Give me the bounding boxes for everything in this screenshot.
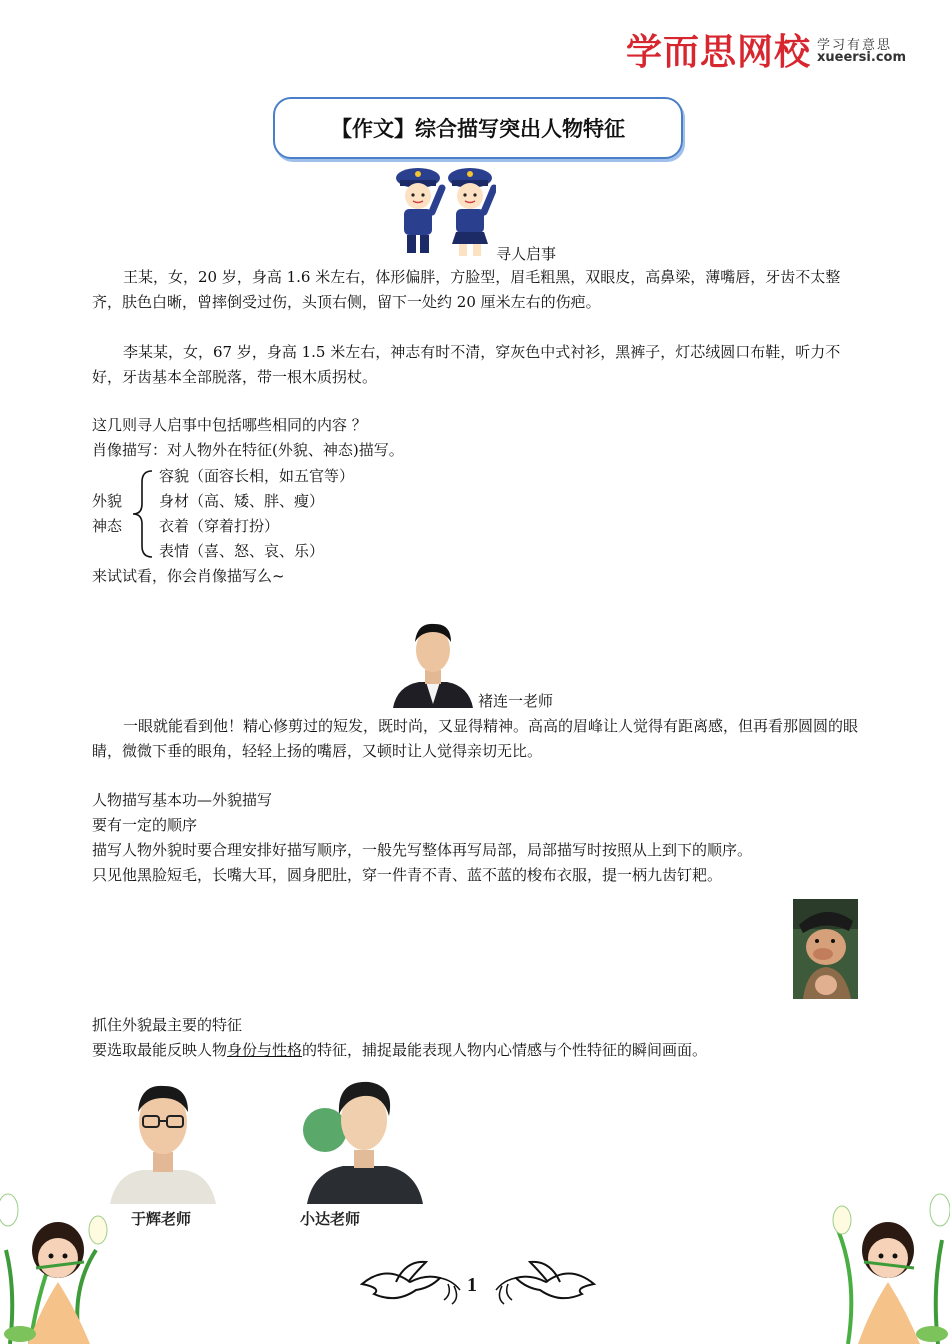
curly-brace-icon <box>130 468 156 560</box>
police-illustration <box>392 166 496 260</box>
brace-item-face: 容貌（面容长相，如五官等） <box>159 467 355 485</box>
section2-title: 抓住外貌最主要的特征 <box>92 1016 243 1034</box>
page-title: 【作文】综合描写突出人物特征 <box>331 117 625 141</box>
notice-paragraph-2: 李某某，女，67 岁，身高 1.5 米左右，神志有时不清，穿灰色中式衬衫，黑裤子，灯芯绒圆口布鞋，听力不好，牙齿基本全部脱落，带一根木质拐杖。 <box>92 343 841 386</box>
police-boy-figure <box>396 168 442 253</box>
left-dove-icon <box>356 1254 464 1310</box>
section1-rule: 描写人物外貌时要合理安排好描写顺序，一般先写整体再写局部，局部描写时按照从上到下的顺序。 <box>92 841 753 859</box>
right-girl-flowers-decoration <box>828 1170 950 1344</box>
police-girl-figure <box>448 168 494 256</box>
brace-item-figure: 身材（高、矮、胖、瘦） <box>159 492 325 510</box>
question-line: 这几则寻人启事中包括哪些相同的内容 ？ <box>92 416 367 434</box>
brace-label-appearance: 外貌 <box>92 492 123 510</box>
section2-rule-post: 的特征，捕捉最能表现人物内心情感与个性特征的瞬间画面。 <box>302 1041 708 1059</box>
section2-rule-underline: 身份与性格 <box>227 1041 303 1059</box>
teacher-description: 一眼就能看到他！精心修剪过的短发，既时尚，又显得精神。高高的眉峰让人觉得有距离感，但再看那圆圆的眼睛，微微下垂的眼角，轻轻上扬的嘴唇，又顿时让人觉得亲切无比。 <box>92 717 859 760</box>
teacher-chu-photo <box>389 612 477 708</box>
section2-rule <box>92 1038 707 1063</box>
brace-label-expression: 神态 <box>92 517 123 535</box>
page-title-box <box>273 97 683 159</box>
teacher-xiaoda-caption: 小达老师 <box>300 1210 361 1228</box>
page-number: 1 <box>467 1274 477 1296</box>
section1-subtitle: 要有一定的顺序 <box>92 816 198 834</box>
portrait-definition: 肖像描写：对人物外在特征(外貌、神态)描写。 <box>92 441 404 459</box>
brace-item-clothing: 衣着（穿着打扮） <box>159 517 280 535</box>
notice-paragraph-1: 王某，女，20 岁，身高 1.6 米左右，体形偏胖，方脸型，眉毛粗黑，双眼皮，高鼻梁，薄嘴唇，牙齿不太整齐，肤色白晰，曾摔倒受过伤，头顶右侧，留下一处约 20 厘米左右的伤疤。 <box>92 268 841 311</box>
notice-label: 寻人启事 <box>496 245 557 263</box>
teacher-yu-caption: 于辉老师 <box>131 1210 192 1228</box>
brace-item-expression: 表情（喜、怒、哀、乐） <box>159 542 325 560</box>
brand-url: xueersi.com <box>817 50 907 65</box>
teacher-yu-photo <box>106 1070 220 1206</box>
section2-rule-pre: 要选取最能反映人物 <box>92 1041 228 1059</box>
section1-title: 人物描写基本功—外貌描写 <box>92 791 273 809</box>
brand-logo-text: 学而思网校 <box>626 32 812 73</box>
left-girl-flowers-decoration <box>0 1170 110 1344</box>
try-line: 来试试看，你会肖像描写么~ <box>92 567 285 585</box>
teacher-chu-caption: 褚连一老师 <box>478 692 554 710</box>
zhu-bajie-image <box>793 899 858 999</box>
right-dove-icon <box>492 1254 600 1310</box>
section1-example: 只见他黑脸短毛，长嘴大耳，圆身肥肚，穿一件青不青、蓝不蓝的梭布衣服，提一柄九齿钉耙。 <box>92 866 723 884</box>
teacher-xiaoda-photo <box>303 1070 425 1206</box>
brand-slogan: 学习有意思 <box>817 38 893 53</box>
